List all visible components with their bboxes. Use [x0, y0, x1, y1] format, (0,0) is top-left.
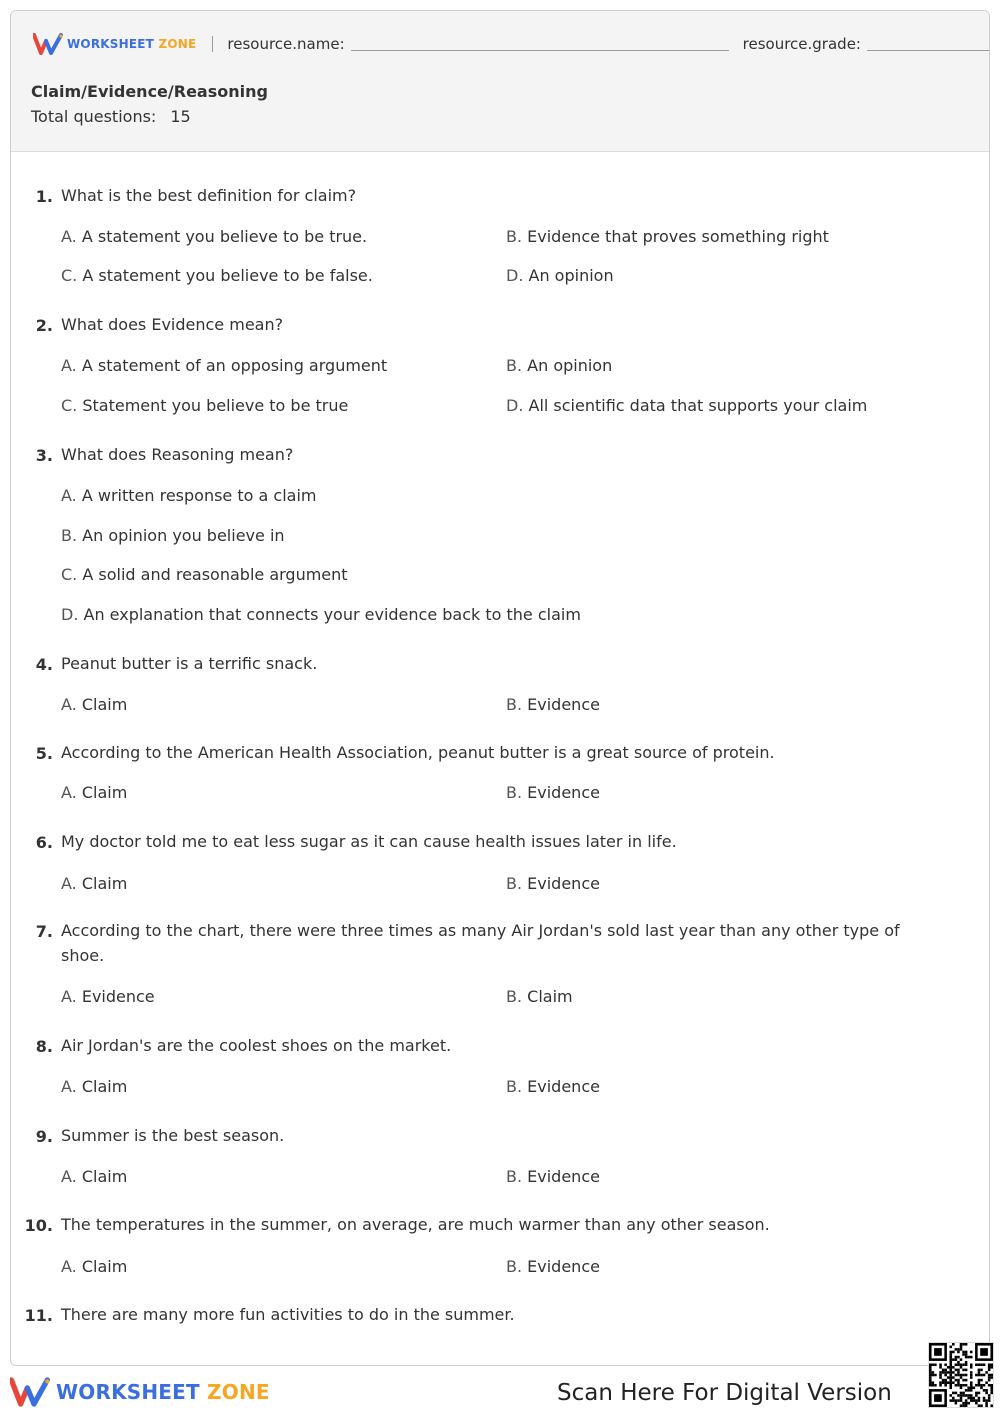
answer-option[interactable] — [506, 227, 829, 246]
answer-option[interactable] — [506, 1077, 600, 1096]
question-text: What does Evidence mean? — [61, 315, 284, 334]
answer-option[interactable] — [506, 266, 614, 285]
option-letter: A. — [61, 1077, 77, 1096]
question-number: 5. — [35, 744, 53, 763]
question-text: Air Jordan's are the coolest shoes on the market. — [61, 1036, 452, 1055]
option-letter: A. — [61, 783, 77, 802]
footer-logo — [10, 1377, 270, 1407]
question-number: 4. — [35, 655, 53, 674]
option-text: Claim — [81, 695, 128, 714]
option-text: All scientific data that supports your claim — [528, 396, 868, 415]
option-text: Statement you believe to be true — [82, 396, 349, 415]
option-letter: B. — [506, 1167, 523, 1186]
option-text: Claim — [81, 1167, 128, 1186]
option-text: Evidence — [527, 874, 600, 893]
question-text: According to the chart, there were three times as many Air Jordan's sold last year than any other type of shoe. — [61, 921, 900, 965]
option-text: A statement you believe to be false. — [82, 266, 373, 285]
answer-option[interactable] — [506, 1257, 600, 1276]
answer-option[interactable] — [61, 565, 348, 584]
option-letter: B. — [506, 783, 523, 802]
qr-code-icon[interactable] — [928, 1342, 994, 1408]
logo-w-icon — [10, 1377, 50, 1407]
option-letter: C. — [61, 396, 78, 415]
logo-text — [67, 37, 196, 51]
logo-word-worksheet: WORKSHEET — [67, 37, 155, 51]
option-letter: A. — [61, 1167, 77, 1186]
question-text: According to the American Health Association, peanut butter is a great source of protein. — [61, 743, 775, 762]
answer-option[interactable] — [61, 783, 127, 802]
answer-option[interactable] — [61, 396, 348, 415]
option-text: Evidence — [527, 1257, 600, 1276]
option-text: Evidence — [81, 987, 155, 1006]
question-text: The temperatures in the summer, on average, are much warmer than any other season. — [61, 1215, 770, 1234]
option-letter: D. — [506, 266, 524, 285]
question-text: What is the best definition for claim? — [61, 186, 357, 205]
option-text: Evidence — [527, 783, 600, 802]
answer-option[interactable] — [506, 874, 600, 893]
option-text: A statement of an opposing argument — [81, 356, 388, 375]
total-questions-value: 15 — [170, 107, 191, 126]
answer-option[interactable] — [506, 396, 867, 415]
option-letter: B. — [506, 356, 523, 375]
option-text: A written response to a claim — [81, 486, 317, 505]
option-text: Evidence — [527, 1077, 600, 1096]
resource-name-label: resource.name: — [227, 35, 345, 53]
answer-option[interactable] — [61, 1167, 127, 1186]
option-letter: A. — [61, 1257, 77, 1276]
logo-word-zone: ZONE — [158, 37, 197, 51]
option-text: Claim — [81, 783, 128, 802]
resource-grade-line[interactable] — [867, 37, 989, 51]
resource-name-line[interactable] — [351, 37, 729, 51]
total-questions — [31, 107, 191, 126]
option-letter: A. — [61, 695, 77, 714]
answer-option[interactable] — [506, 987, 573, 1006]
option-text: Evidence — [527, 695, 600, 714]
question-text: My doctor told me to eat less sugar as it can cause health issues later in life. — [61, 832, 677, 851]
answer-option[interactable] — [61, 605, 581, 624]
option-text: An opinion you believe in — [82, 526, 285, 545]
option-letter: D. — [506, 396, 524, 415]
worksheet-page — [10, 10, 990, 1366]
option-letter: D. — [61, 605, 79, 624]
answer-option[interactable] — [61, 486, 316, 505]
option-letter: A. — [61, 227, 77, 246]
question-number: 6. — [35, 833, 53, 852]
header-logo — [33, 33, 196, 55]
option-letter: A. — [61, 987, 77, 1006]
option-text: Evidence that proves something right — [527, 227, 829, 246]
option-text: Claim — [527, 987, 573, 1006]
question-text: Summer is the best season. — [61, 1126, 285, 1145]
option-letter: A. — [61, 356, 77, 375]
option-text: Evidence — [527, 1167, 600, 1186]
answer-option[interactable] — [506, 356, 612, 375]
header-row — [33, 33, 989, 55]
option-text: An explanation that connects your evidence back to the claim — [83, 605, 581, 624]
question-number: 9. — [35, 1127, 53, 1146]
answer-option[interactable] — [61, 695, 127, 714]
answer-option[interactable] — [506, 1167, 600, 1186]
option-letter: B. — [61, 526, 78, 545]
question-number: 3. — [35, 446, 53, 465]
footer-logo-text — [56, 1380, 270, 1404]
option-text: Claim — [81, 874, 128, 893]
option-letter: A. — [61, 486, 77, 505]
question-text: Peanut butter is a terrific snack. — [61, 654, 318, 673]
option-text: Claim — [81, 1077, 128, 1096]
answer-option[interactable] — [61, 874, 127, 893]
answer-option[interactable] — [61, 227, 367, 246]
qr-code-graphic — [929, 1343, 993, 1407]
answer-option[interactable] — [61, 526, 285, 545]
question-number: 2. — [35, 316, 53, 335]
question-text: There are many more fun activities to do in the summer. — [61, 1305, 515, 1324]
option-letter: C. — [61, 565, 78, 584]
answer-option[interactable] — [61, 1077, 127, 1096]
header-divider — [212, 36, 213, 52]
option-text: Claim — [81, 1257, 128, 1276]
option-letter: B. — [506, 987, 523, 1006]
option-letter: B. — [506, 1077, 523, 1096]
question-number: 8. — [35, 1037, 53, 1056]
worksheet-header — [11, 11, 989, 152]
logo-w-icon — [33, 33, 63, 55]
option-text: A solid and reasonable argument — [82, 565, 348, 584]
option-text: An opinion — [527, 356, 613, 375]
question-number: 7. — [35, 922, 53, 941]
option-letter: B. — [506, 1257, 523, 1276]
option-letter: C. — [61, 266, 78, 285]
option-letter: B. — [506, 227, 523, 246]
option-text: An opinion — [528, 266, 614, 285]
scan-here-text: Scan Here For Digital Version — [557, 1380, 892, 1406]
total-questions-label: Total questions: — [31, 107, 157, 126]
footer-logo-word-zone: ZONE — [207, 1380, 270, 1404]
answer-option[interactable] — [61, 1257, 127, 1276]
question-number: 1. — [35, 187, 53, 206]
answer-option[interactable] — [506, 783, 600, 802]
option-letter: B. — [506, 874, 523, 893]
worksheet-title: Claim/Evidence/Reasoning — [31, 82, 268, 101]
option-letter: B. — [506, 695, 523, 714]
answer-option[interactable] — [61, 266, 373, 285]
question-text: What does Reasoning mean? — [61, 445, 294, 464]
answer-option[interactable] — [61, 987, 155, 1006]
option-letter: A. — [61, 874, 77, 893]
option-text: A statement you believe to be true. — [81, 227, 368, 246]
answer-option[interactable] — [506, 695, 600, 714]
question-number: 11. — [24, 1306, 53, 1325]
footer-logo-word-worksheet: WORKSHEET — [56, 1380, 200, 1404]
question-number: 10. — [24, 1216, 53, 1235]
resource-grade-label: resource.grade: — [742, 35, 861, 53]
answer-option[interactable] — [61, 356, 387, 375]
